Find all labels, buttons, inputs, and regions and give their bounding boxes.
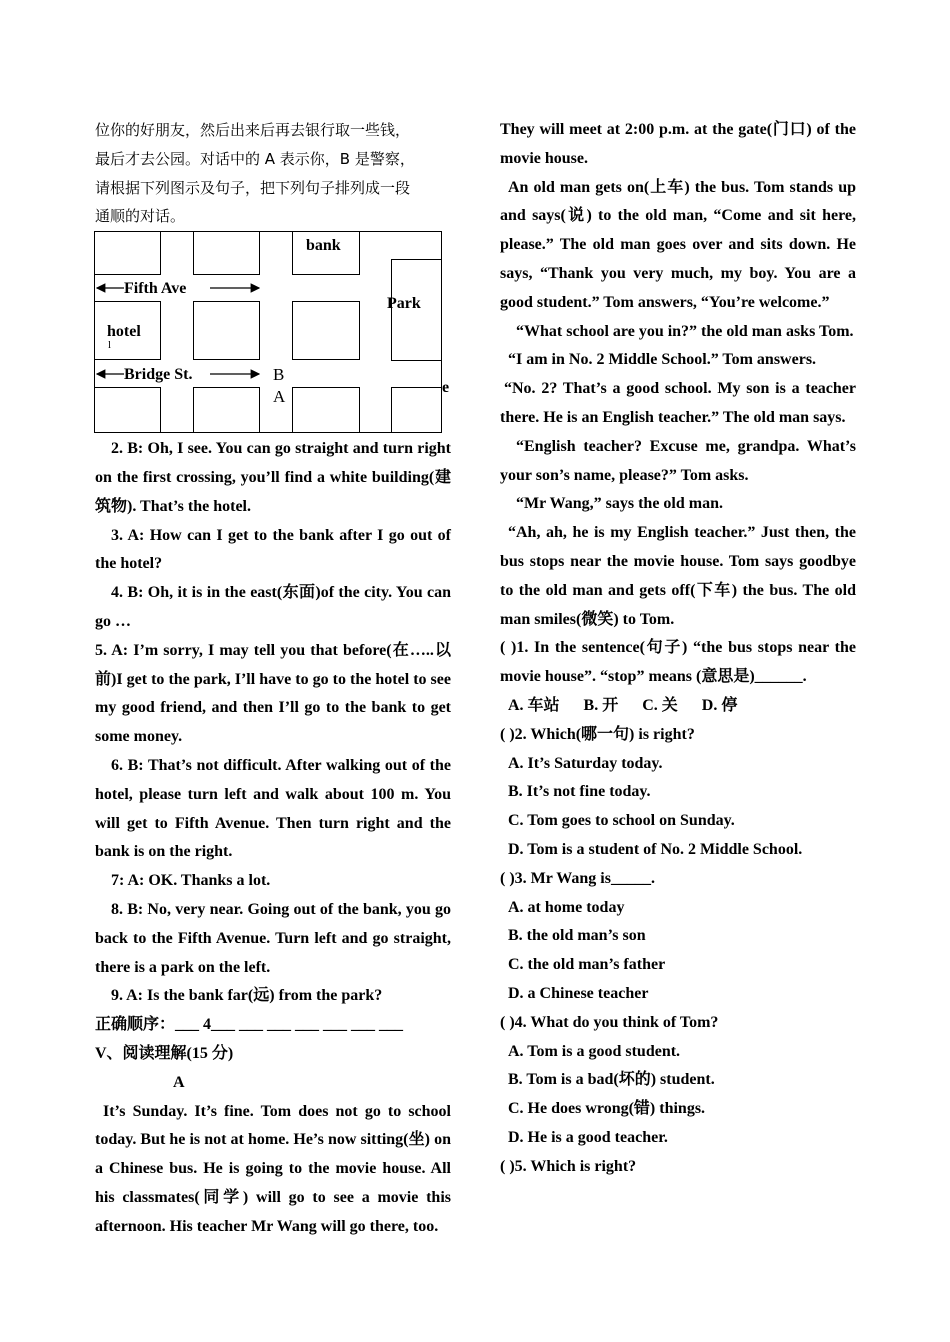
intro-line: 位你的好朋友，然后出来后再去银行取一些钱， (95, 121, 411, 139)
question-4: ( )4. What do you think of Tom? (500, 1013, 719, 1031)
option: A. Tom is a good student. (508, 1042, 681, 1060)
passage-label: A (173, 1073, 185, 1091)
map-label-e: e (442, 379, 450, 397)
option: C. Tom goes to school on Sunday. (508, 812, 735, 830)
question-3: ( )3. Mr Wang is_____. (500, 869, 655, 887)
map-arrows (94, 231, 444, 435)
question-5: ( )5. Which is right? (500, 1157, 637, 1175)
passage-paragraph: “What school are you in?” the old man asks Tom. (516, 322, 854, 340)
passage-paragraph: “No. 2? That’s a good school. My son is a teacher there. He is an English teacher.” The old man says. (500, 380, 856, 426)
option: B. It’s not fine today. (508, 783, 651, 801)
street-map (94, 231, 450, 435)
option: B. Tom is a bad(坏的) student. (508, 1071, 715, 1089)
map-label-bank: bank (306, 237, 341, 255)
option: D. He is a good teacher. (508, 1128, 668, 1146)
map-label-b: B (273, 365, 285, 385)
passage-paragraph: An old man gets on(上车) the bus. Tom stands up and says(说) to the old man, “Come and sit here, please.” The old man goes over and sits down. He says, “Thank you very much, my boy. You are a good student.” Tom answers, “You’re welcome.” (500, 178, 856, 311)
intro-line: 最后才去公园。对话中的 A 表示你，B 是警察， (95, 149, 415, 168)
sentence-2: 2. B: Oh, I see. You can go straight and turn right on the first crossing, you’ll find a white building(建筑物). That’s the hotel. (95, 440, 451, 515)
option: D. a Chinese teacher (508, 984, 649, 1002)
option: D. Tom is a student of No. 2 Middle School. (508, 840, 803, 858)
sentence-8: 8. B: No, very near. Going out of the bank, you go back to the Fifth Avenue. Turn left and go straight, there is a park on the left. (95, 900, 451, 976)
option: C. He does wrong(错) things. (508, 1100, 706, 1118)
map-label-hotel: hotel (107, 323, 141, 341)
passage-paragraph: They will meet at 2:00 p.m. at the gate(门口) of the movie house. (500, 121, 856, 167)
option: A. at home today (508, 898, 625, 916)
sentence-5: 5. A: I’m sorry, I may tell you that before(在…..以前)I get to the park, I’ll have to go to the hotel to see my good friend, and then I’ll go to the bank to get some money. (95, 641, 451, 746)
question-1: ( )1. In the sentence(句子) “the bus stops near the movie house”. “stop” means (意思是)______. (500, 639, 856, 686)
passage-paragraph: It’s Sunday. It’s fine. Tom does not go to school today. But he is not at home. He’s now sitting(坐) on a Chinese bus. He is going to the movie house. All his classmates(同学) will go to see a movie this afternoon. His teacher Mr Wang will go there, too. (95, 1102, 451, 1235)
sentence-9: 9. A: Is the bank far(远) from the park? (111, 987, 383, 1005)
map-label-hotel-mark: l (108, 339, 112, 352)
map-label-park: Park (387, 295, 421, 313)
option: C. the old man’s father (508, 956, 666, 974)
map-label-bridge-st: Bridge St. (124, 366, 193, 384)
map-label-fifth-ave: Fifth Ave (124, 280, 187, 298)
question-2: ( )2. Which(哪一句) is right? (500, 725, 695, 743)
passage-paragraph: “Ah, ah, he is my English teacher.” Just then, the bus stops near the movie house. Tom says goodbye to the old man and gets off(下车) the bus. The old man smiles(微笑) to Tom. (500, 524, 856, 628)
question-1-options: A. 车站 B. 开 C. 关 D. 停 (508, 696, 738, 714)
passage-paragraph: “Mr Wang,” says the old man. (516, 495, 723, 513)
sentence-6: 6. B: That’s not difficult. After walking out of the hotel, please turn left and walk about 100 m. You will get to Fifth Avenue. Then turn right and the bank is on the right. (95, 756, 451, 861)
sentence-4: 4. B: Oh, it is in the east(东面)of the city. You can go … (95, 584, 451, 630)
left-column (95, 116, 451, 1242)
right-column (500, 116, 856, 1181)
section-heading: V、阅读理解(15 分) (95, 1044, 234, 1062)
sentence-7: 7: A: OK. Thanks a lot. (111, 872, 271, 890)
passage-paragraph: “English teacher? Excuse me, grandpa. What’s your son’s name, please?” Tom asks. (500, 437, 856, 484)
map-label-a: A (273, 387, 286, 407)
option: A. It’s Saturday today. (508, 754, 663, 772)
order-answer-line: 正确顺序：___ 4___ ___ ___ ___ ___ ___ ___ (95, 1016, 404, 1034)
intro-line: 请根据下列图示及句子，把下列句子排列成一段 (95, 178, 411, 197)
passage-paragraph: “I am in No. 2 Middle School.” Tom answers. (508, 351, 817, 369)
intro-line: 通顺的对话。 (95, 207, 186, 226)
option: B. the old man’s son (508, 927, 646, 945)
sentence-3: 3. A: How can I get to the bank after I go out of the hotel? (95, 526, 451, 573)
